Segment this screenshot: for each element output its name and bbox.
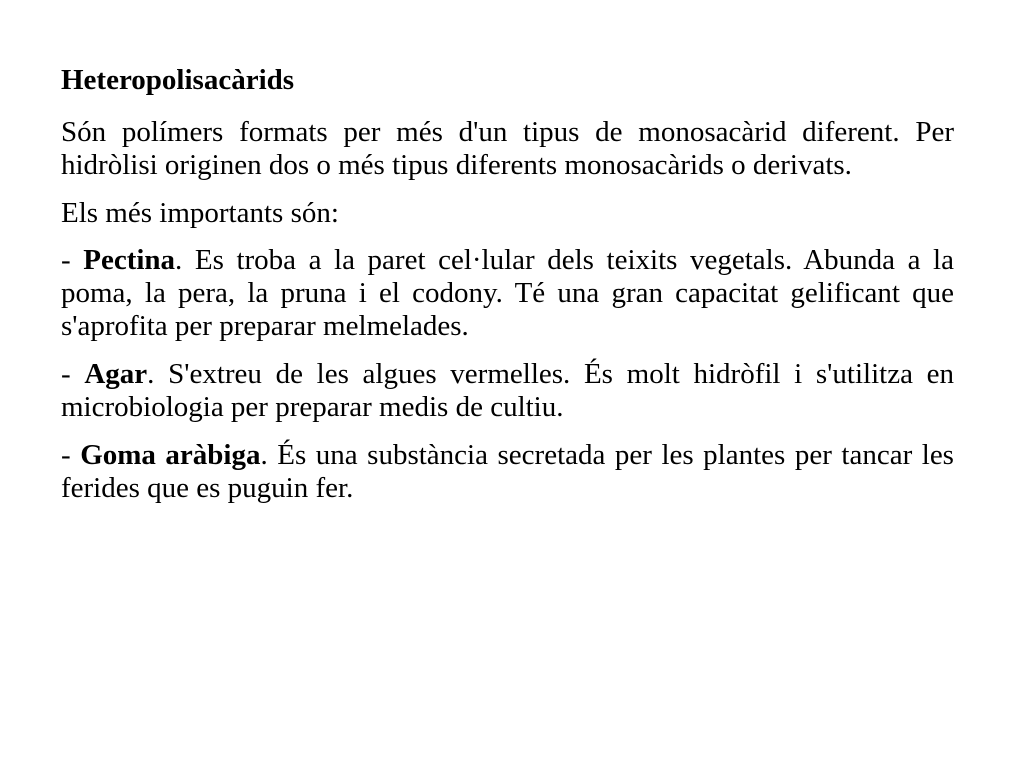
item-text: . És una substància secretada per les plantes per tancar les ferides que es puguin fer. bbox=[61, 439, 954, 504]
item-prefix: - bbox=[61, 244, 84, 276]
list-intro: Els més importants són: bbox=[61, 197, 339, 229]
item-prefix: - bbox=[61, 439, 81, 471]
list-item-goma-arabiga bbox=[61, 439, 954, 505]
item-prefix: - bbox=[61, 358, 85, 390]
list-item-agar bbox=[61, 358, 954, 424]
intro-paragraph: Són polímers formats per més d'un tipus de monosacàrid diferent. Per hidròlisi originen dos o més tipus diferents monosacàrids o derivats. bbox=[61, 116, 954, 181]
section-title: Heteropolisacàrids bbox=[61, 64, 295, 96]
slide-content bbox=[61, 60, 954, 520]
item-term: Pectina bbox=[83, 244, 176, 276]
list-item-pectina bbox=[61, 244, 954, 343]
item-term: Goma aràbiga bbox=[80, 439, 261, 471]
item-term: Agar bbox=[84, 358, 148, 390]
item-text: . S'extreu de les algues vermelles. És molt hidròfil i s'utilitza en microbiologia per preparar medis de cultiu. bbox=[61, 358, 954, 423]
item-text: . Es troba a la paret cel·lular dels teixits vegetals. Abunda a la poma, la pera, la pruna i el codony. Té una gran capacitat gelificant que s'aprofita per preparar melmelades. bbox=[61, 244, 954, 342]
